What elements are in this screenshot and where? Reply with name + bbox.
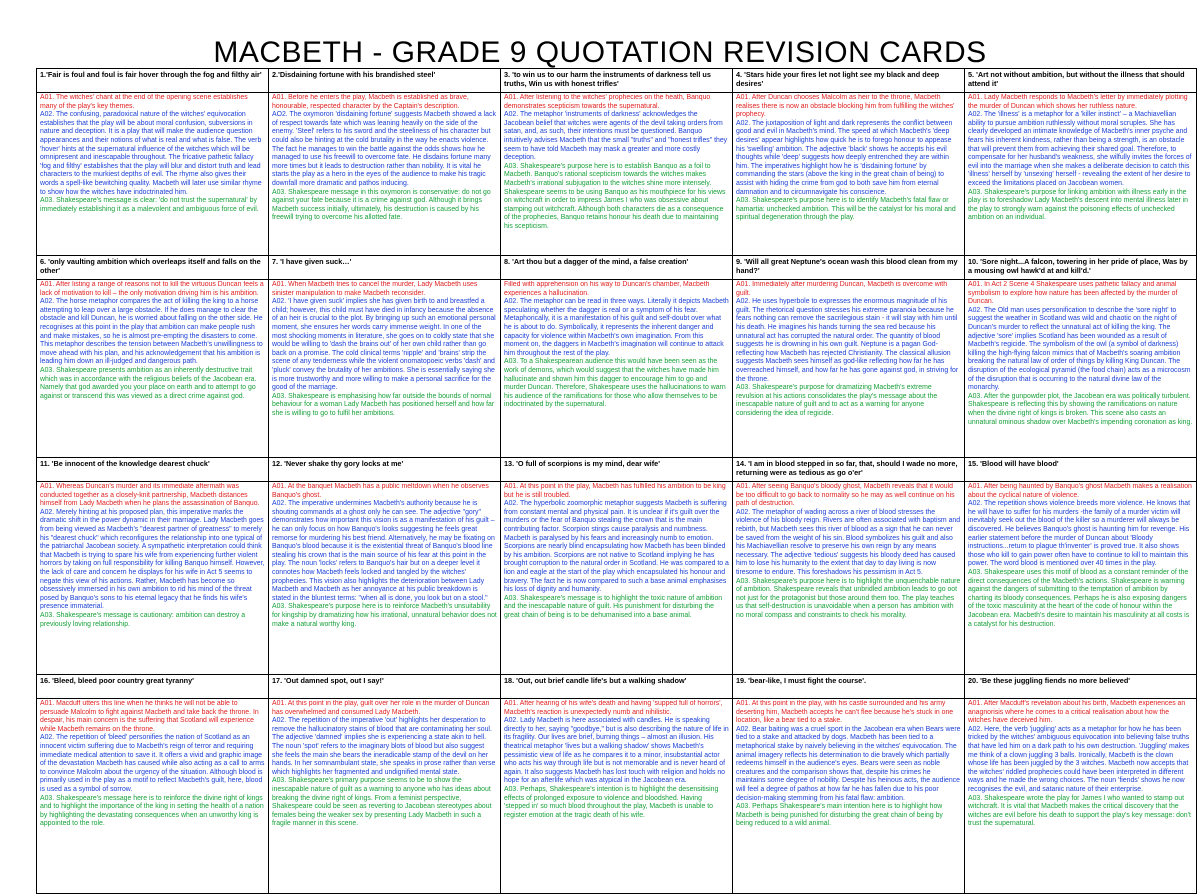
card-analysis-body xyxy=(968,94,1193,254)
card-quote: 4. 'Stars hide your fires let not light see my black and deep desires' xyxy=(733,69,965,93)
ao2-text: A02. The hyperbolic zoomorphic metaphor suggests Macbeth is suffering from constant mental and physical pain. It is unclear if it's guilt over the murders or the fear of Banquo stealing the crown that is the main contributing factor. Scorpion stings cause paralysis and numbness. Macbeth is paralysed by his fears and increasingly numb to emotion. Scorpions are nearly blind encapsulating how Macbeth has been blinded by his ambition. Scorpions are not native to Scotland implying he has brought corruption to the natural order in Scotland. He was compared to a lion and eagle at the start of the play which encapsulated his honour and bravery. The fact he is now compared to such a base animal emphasises his loss of dignity and humanity. xyxy=(504,500,729,594)
ao2-text: A02. The repetition of 'bleed' personifies the nation of Scotland as an innocent victim suffering due to Macbeth's reign of terror and requiring immediate medical attention to save it. It offers a vivid and graphic image of the devastation Macbeth has caused while also acting as a call to arms to convince Malcolm about the urgency of the situation. Although blood is primarily used in the play as a motif to reflect Macbeth's guilt, here, blood is used as a symbol of sorrow. xyxy=(40,734,265,793)
card-analysis xyxy=(965,93,1197,256)
card-quote: 13. 'O full of scorpions is my mind, dear wife' xyxy=(501,458,733,482)
card-analysis xyxy=(501,93,733,256)
ao3-text: A03. Perhaps Shakespeare's main intention here is to highlight how Macbeth is being punished for disturbing the great chain of being by being reduced to a wild animal. xyxy=(736,803,943,828)
ao2-text: A02. The metaphor can be read in three ways. Literally it depicts Macbeth speculating whether the dagger is real or a symptom of his fear. Metaphorically, it is a manifestation of his guilt and self-doubt over what he is about to do. Symbolically, it represents the inherent danger and capacity for violence within Macbeth's own imagination. From this moment on, the daggers in Macbeth's imagination will continue to attack him throughout the rest of the play. xyxy=(504,298,729,357)
ao3-text: A03. Shakespeare's purpose here is to establish Banquo as a foil to Macbeth. Banquo's rational scepticism towards the witches makes Macbeth's irrational subjugation to the witches shine more intensely. Shakespeare seems to be using Banquo as his mouthpiece for his views on witchcraft in order to impress James I who was obsessive about stamping out witchcraft. Although both characters die as a consequence of the prophecies, Banquo retains honour his death due to maintaining his scepticism. xyxy=(504,162,726,230)
ao1-text: A01. Lady Macbeth responds to Macbeth's letter by immediately plotting the murder of Duncan which shows her ruthless nature. xyxy=(968,94,1188,110)
quote-row xyxy=(37,458,1197,482)
ao3-text: A03. Shakespeare's message is clear: 'do not trust the supernatural' by immediately establishing it as a malevolent and ambiguous force of evil. xyxy=(40,197,259,213)
ao3-text: A03. Shakespeare's message is to highlight the toxic nature of ambition and the inescapable nature of guilt. His punishment for disturbing the great chain of being is to be dehumanised into a base animal. xyxy=(504,594,723,619)
ao3-text: A03. Shakespeare message in this oxymoron is conservative: do not go against your fate because it is a crime against god. Although it brings Macbeth success initially, ultimately, his destruction is caused by his freewill trying to overcome his allotted fate. xyxy=(272,188,491,222)
ao2-text: A02. The repetition shows violence breeds more violence. He knows that he will have to suffer for his murders -the family of a murder victim will inevitably seek out the blood of the killer so a murderer will always be discovered. He believes Banquo's ghost is haunting him for revenge. His earlier statement before the murder of Duncan about 'Bloody instructions...return to plague th'inventer' is proved true. It also shows those who kill to gain power often have to continue to kill to maintain this power. The word blood is mentioned over 40 times in the play. xyxy=(968,500,1191,568)
ao1-text: A01. The witches' chant at the end of the opening scene establishes many of the play's key themes. xyxy=(40,94,248,110)
card-analysis xyxy=(37,280,269,458)
card-analysis-body xyxy=(504,94,729,254)
card-analysis-body xyxy=(504,483,729,673)
ao2-text: AO2. The oxymoron 'disdaining fortune' suggests Macbeth showed a lack of respect towards fate which was leaning heavily on the side of the enemy. 'Steel' refers to his sword and the steeliness of his character but could also be hinting at the cold brutality in the way he enacts violence. The fact he manages to win the battle against the odds shows how he managed to use his freewill to overcome fate. He disdains fortune many more times but it leads to destruction rather than nobility. It is vital he starts the play as a hero in the eyes of the audience to make his tragic downfall more dramatic and pathos inducing. xyxy=(272,111,496,187)
ao1-text: A01. Before he enters the play, Macbeth is established as brave, honourable, respected character by the Captain's description. xyxy=(272,94,469,110)
quote-row xyxy=(37,69,1197,93)
card-analysis-body xyxy=(504,281,729,456)
ao1-text: A01. Whereas Duncan's murder and its immediate aftermath was conducted together as a closely-knit partnership, Macbeth distances himself from Lady Macbeth when he plans the assassination of Banquo. xyxy=(40,483,260,508)
card-analysis-body xyxy=(272,483,497,673)
card-analysis xyxy=(965,482,1197,675)
quote-row xyxy=(37,256,1197,280)
ao3-text: A03. Shakespeare uses this motif of blood as a constant reminder of the direct consequences of the Macbeth's actions. Shakespeare is warning against the dangers of submitting to the temptation of ambition by charting its bloody consequences. Perhaps he is also exposing dangers of the toxic masculinity at the heart of the code of honour within the Jacobean era. Macbeth's desire to maintain his masculinity at all costs is a catalyst for his destruction. xyxy=(968,568,1190,628)
card-analysis-body xyxy=(272,700,497,892)
ao1-text: A01. Macduff utters this line when he thinks he will not be able to persuade Malcolm to fight against Macbeth and take back the throne. In despair, his main concern is the suffering that Scotland will experience while Macbeth remains on the throne. xyxy=(40,700,259,733)
ao2-text: A02. The 'illness' is a metaphor for a 'killer instinct' – a Machiavellian ability to pursue ambition ruthlessly without moral scruples. She has clearly developed an intimate knowledge of Macbeth's inner psyche and fears his inherent kindness, rather than being a strength, is an obstacle that will prevent them from achieving their shared goal. Therefore, to compensate for her husband's weakness, she wilfully invites the forces of evil into the marriage when she makes a deliberate decision to catch this 'illness' herself by 'unsexing' herself - revealing the extent of her desire to exceed the limitations placed on Jacobean women. xyxy=(968,111,1192,187)
card-analysis-body xyxy=(504,700,729,892)
ao1-text: A01. At the banquet Macbeth has a public meltdown when he observes Banquo's ghost. xyxy=(272,483,489,499)
card-analysis-body xyxy=(272,281,497,456)
analysis-row xyxy=(37,482,1197,675)
ao2-text: A02. The imperative undermines Macbeth's authority because he is shouting commands at a ghost only he can see. The adjective "gory" demonstrates how important this vision is as a manifestation of his guilt – he can only focus on how Banquo's looks suggesting he feels great remorse for murdering his best friend. Alternatively, he may be fixating on Banquo's blood because it is the existential threat of Banquo's blood line stealing his crown that is the main source of his fear at this point in the play. The noun 'locks' refers to Banquo's hair but on a deeper level it connotes how Macbeth feels locked and tangled by the witches' prophecies. This vision also highlights the deterioration between Lady Macbeth and Macbeth as her annoyance at his public breakdown is stated in the bluntest terms: "when all is done, you look but on a stool." xyxy=(272,500,495,602)
analysis-row xyxy=(37,699,1197,894)
ao1-text: A01. After listing a range of reasons not to kill the virtuous Duncan feels a lack of motivation to kill – the only motivation driving him is his ambition. xyxy=(40,281,264,297)
card-analysis xyxy=(733,482,965,675)
ao1-text: A01. After being haunted by Banquo's ghost Macbeth makes a realisation about the cyclical nature of violence. xyxy=(968,483,1192,499)
ao2-text: A02. The juxtaposition of light and dark represents the conflict between good and evil in Macbeth's mind. The speed at which Macbeth's 'deep desires' appear highlights how quick he is to forego honour to appease his 'swelling' ambition. The adjective 'black' shows he accepts his evil thoughts while 'deep' suggests how deeply entrenched they are within him. The imperatives highlight how he is 'disdaining fortune' by commanding the stars (above the king in the great chain of being) to assist with hiding the crime from god to both save him from eternal damnation and to circumnavigate his conscience. xyxy=(736,119,953,196)
card-analysis-body xyxy=(736,281,961,456)
ao2-text: A02. Merely hinting at his proposed plan, this imperative marks the dramatic shift in the power dynamic in their marriage. Lady Macbeth goes from being viewed as Macbeth's "dearest partner of greatness" to merely his "dearest chuck" which reconfigures the relationship into one typical of the patriarchal Jacobean society. A sympathetic interpretation could think that Macbeth is trying to spare his wife from experiencing further violent horrors by taking on full responsibility for killing Banquo himself. However, the lack of care and concern he displays for his wife in Act 5 seems to negate this view of his actions. Rather, Macbeth has become so obsessively immersed in his own ambition to rid his mind of the threat posed by Banquo's sons to his eternal legacy that he finds his wife's presence immaterial. xyxy=(40,508,265,611)
card-analysis-body xyxy=(968,281,1193,456)
card-quote: 7. 'I have given suck…' xyxy=(269,256,501,280)
card-quote: 14. 'I am in blood stepped in so far, that, should I wade no more, returning were as tedious as go o'er' xyxy=(733,458,965,482)
ao3-text: A03. Shakespeare presents ambition as an inherently destructive trait which was in accordance with the religious beliefs of the Jacobean era. Namely that god awarded you your place on earth and to attempt to go against or transcend this was viewed as a direct crime against god. xyxy=(40,366,257,400)
analysis-row xyxy=(37,280,1197,458)
ao3-text: A03. After the gunpowder plot, the Jacobean era was politically turbulent. Shakespeare is reflecting this by showing the ramifications on nature when the divine right of kings is broken. This scene also casts an unnatural ominous shadow over Macbeth's impending coronation as king. xyxy=(968,392,1193,426)
ao1-text: A01. Immediately after murdering Duncan, Macbeth is overcome with guilt. xyxy=(736,281,948,297)
ao2-text: A02. Lady Macbeth is here associated with candles. He is speaking directly to her, saying "goodbye," but is also describing the nature of life in its fragility. Our lives are brief, burning things – almost an illusion. His theatrical metaphor 'lives but a walking shadow' shows Macbeth's pessimistic view of life as he compares it to a minor, insubstantial actor who acts his way through life but is not memorable and is never heard of again. It also suggests Macbeth has lost touch with religion and holds no hope for an afterlife which was atypical in the Jacobean era. xyxy=(504,717,729,785)
card-analysis-body xyxy=(968,700,1193,892)
ao3-text: A03. Shakespeare's purpose for dramatizing Macbeth's extreme revulsion at his actions consolidates the play's message about the inescapable nature of guilt and to act as a warning for anyone considering the idea of regicide. xyxy=(736,384,938,417)
ao2-text: A02. The horse metaphor compares the act of killing the king to a horse attempting to leap over a large obstacle. If he does manage to clear the obstacle and kill Duncan, he is worried about falling on the other side. He recognises at this point in the play that ambition can make people rush and make mistakes, so he is almost pre-empting the disasters to come. This metaphor describes the tension between Macbeth's unwillingness to move ahead with his plan, and his acknowledgement that his ambition is leading him down an ill-judged and dangerous path. xyxy=(40,298,263,366)
ao2-text: A02. Bear baiting was a cruel sport in the Jacobean era when Bears were tied to a stake and attacked by dogs. Macbeth has been tied to a metaphorical stake by naively believing in the witches' equivocation. The animal imagery reflects his determination to die bravely which partially redeems himself in the audience's eyes. Bears were seen as noble creatures and the comparison shows that, despite his crimes he maintains some degree of nobility. Despite his heinous acts, the audience will feel a degree of pathos at how far he has fallen due to his poor decision-making stemming from his fatal flaw: ambition. xyxy=(736,725,961,802)
ao3-text: A03. Shakespeare's message here is to reinforce the divine right of kings and to highlight the importance of the king in setting the health of a nation by highlighting the devastating consequences when an unworthy king is appointed to the role. xyxy=(40,794,264,828)
card-quote: 19. 'bear-like, I must fight the course'. xyxy=(733,675,965,699)
card-quote: 8. 'Art thou but a dagger of the mind, a false creation' xyxy=(501,256,733,280)
card-analysis xyxy=(501,482,733,675)
card-quote: 11. 'Be innocent of the knowledge dearest chuck' xyxy=(37,458,269,482)
ao3-text: A03. Shakespeare wrote the play for James I who wanted to stamp out witchcraft. It is vital that Macbeth makes the critical discovery that the witches are evil before his death to support the play's key message: don't trust the supernatural. xyxy=(968,794,1191,828)
ao2-text: A02. The metaphor of wading across a river of blood stresses the violence of his bloody reign. Rivers are often associated with baptism and rebirth, but Macbeth sees this river of blood as a sign that he can never be saved from the weight of his sin. Blood symbolizes his guilt and also his Machiavellian resolve to preserve his own reign by any means necessary. The adjective 'tedious' suggests his bloody deed has caused him to lose his humanity to the extent that day to day living is now tiresome to endure. This foreshadows his pessimism in Act 5. xyxy=(736,508,961,576)
card-analysis-body xyxy=(40,483,265,673)
ao1-text: A01. After Macduff's revelation about his birth, Macbeth experiences an anagnorisis where he comes to a critical realisation about how the witches have deceived him. xyxy=(968,700,1186,725)
card-quote: 2.'Disdaining fortune with his brandished steel' xyxy=(269,69,501,93)
card-quote: 9. 'Will all great Neptune's ocean wash this blood clean from my hand?' xyxy=(733,256,965,280)
card-quote: 20. 'Be these juggling fiends no more believed' xyxy=(965,675,1197,699)
card-quote: 1.'Fair is foul and foul is fair hover through the fog and filthy air' xyxy=(37,69,269,93)
card-analysis xyxy=(37,93,269,256)
ao2-text: A02. The confusing, paradoxical nature of the witches' equivocation establishes that the play will be about moral confusion, subversions in nature and deception. It is a play that will make the audience question appearances and their notions of what is real and what is false. The verb 'hover' hints at the supernatural influence of the witches which will be omnipresent and inescapable throughout. The fricative pathetic fallacy 'fog and filthy' establishes that the play will blur and distort truth and lead characters to the murkiest depths of evil. The rhyme also gives their words a spell-like bewitching quality. Macbeth will later use similar rhyme to show how the witches have indoctrinated him. xyxy=(40,111,262,196)
card-analysis-body xyxy=(40,281,265,456)
ao2-text: A02. Here, the verb 'juggling' acts as a metaphor for how he has been tricked by the witches' ambiguous equivocation into believing false truths that have led him on a dark path to his own destruction. 'Juggling' makes me think of a clown juggling 3 balls. Ironically, Macbeth is the clown whose life has been juggled by the 3 witches. Macbeth now accepts that the witches' riddled prophecies could have been interpreted in different ways and he made the wrong choices. The noun 'fiends' shows he now recognises the evil, and satanic nature of their enterprise. xyxy=(968,725,1190,793)
ao3-text: A03. Shakespeare's purpose here is to identify Macbeth's fatal flaw or hamartia: unchecked ambition. This will be the catalyst for his moral and spiritual degeneration through the play. xyxy=(736,197,956,222)
card-analysis-body xyxy=(736,94,961,254)
ao2-text: A02. The Old man uses personification to describe the 'sore night' to suggest the weather in Scotland was wild and chaotic on the night of Duncan's murder to reflect the unnatural act of killing the king. The adjective 'sore' implies Scotland has been wounded as a result of Macbeth's regicide. The symbolism of the owl (a symbol of darkness) killing the high-flying falcon mimics that of Macbeth's soaring ambition breaking the natural law of order of things by killing King Duncan. The disruption of the ecological pyramid (the food chain) acts as a microcosm of the disruption that is occurring to the natural divine law of the monarchy. xyxy=(968,306,1191,392)
ao1-text: A01. In Act 2 Scene 4 Shakespeare uses pathetic fallacy and animal symbolism to explore how nature has been affected by the murder of Duncan. xyxy=(968,281,1178,306)
card-quote: 15. 'Blood will have blood' xyxy=(965,458,1197,482)
ao1-text: Filled with apprehension on his way to Duncan's chamber, Macbeth experiences a hallucination. xyxy=(504,281,710,297)
ao3-text: A03. To a Shakespearean audience this would have been seen as the work of demons, which would suggest that the witches have made him hallucinate and shown him this dagger to encourage him to go and murder Duncan. Therefore, Shakespeare uses the hallucinations to warn his audience of the ramifications for those who allow themselves to be indoctrinated by the supernatural. xyxy=(504,358,726,409)
ao1-text: A01. After seeing Banquo's bloody ghost, Macbeth reveals that it would be too difficult to go back to normality so he may as well continue on his path of destruction. xyxy=(736,483,955,508)
card-analysis xyxy=(733,699,965,894)
card-analysis xyxy=(501,280,733,458)
ao1-text: A01. After Duncan chooses Malcolm as heir to the throne, Macbeth realises there is now an obstacle blocking him from fulfilling the witches' prophecy. xyxy=(736,94,955,119)
ao1-text: A01. At this point in the play, Macbeth has fulfilled his ambition to be king but he is still troubled. xyxy=(504,483,726,499)
card-analysis-body xyxy=(272,94,497,254)
analysis-row xyxy=(37,93,1197,256)
ao2-text: A02. 'I have given suck' implies she has given birth to and breastfed a child; however, this child must have died in infancy because the absence of an heir is crucial to the plot. By bringing up such an emotional personal moment, she ensures her words carry immense weight. In one of the most shocking moments in literature, she goes on to coldly state that she would be willing to 'dash the brains out' of her own child rather than go back on a promise. The cold clinical terms 'nipple' and 'brains' strip the scene of any tenderness while the violent onomatopoeic verbs 'dash' and 'pluck' convey the brutality of her ambitions. She is essentially saying she is more trustworthy and more willing to make a personal sacrifice for the good of the marriage. xyxy=(272,298,496,392)
ao1-text: A01. When Macbeth tries to cancel the murder, Lady Macbeth uses sinister manipulation to make Macbeth reconsider. xyxy=(272,281,478,297)
card-quote: 6. 'only vaulting ambition which overleaps itself and falls on the other' xyxy=(37,256,269,280)
card-analysis xyxy=(965,280,1197,458)
card-analysis xyxy=(733,93,965,256)
ao3-text: A03. Shakespeare's purpose here is to highlight the unquenchable nature of ambition. Shakespeare reveals that unbridled ambition leads to go oot not just for the protagonist but those around them too. The play teaches us that self-destruction is unavoidable when a person has ambition with no moral compass and constraints to check his morality. xyxy=(736,577,961,619)
ao1-text: A01. At this point in the play, guilt over her role in the murder of Duncan has overwhelmed and consumed Lady Macbeth. xyxy=(272,700,490,716)
card-analysis-body xyxy=(40,94,265,254)
card-analysis xyxy=(269,699,501,894)
card-analysis xyxy=(733,280,965,458)
card-analysis xyxy=(501,699,733,894)
ao2-text: A02. The repetition of the imperative 'out' highlights her desperation to remove the hallucinatory stains of blood that are contaminating her soul. The adjective 'damned' implies she is experiencing a state akin to hell. The noun 'spot' refers to the imaginary blots of blood but also suggest she feels the main she bears the ineradicable stamp of the devil on her hands. In her somnambulant state, she speaks in prose rather than verse which highlights her fragmented and undignified mental state. xyxy=(272,717,496,776)
ao3-text: A03. Shakespeare's purpose here is to reinforce Macbeth's unsuitability for kingship by dramatizing how his irrational, unnatural behavior does not make a natural worthy king. xyxy=(272,603,497,628)
quote-row xyxy=(37,675,1197,699)
card-analysis-body xyxy=(968,483,1193,673)
card-quote: 5. 'Art not without ambition, but without the illness that should attend it' xyxy=(965,69,1197,93)
card-quote: 18. 'Out, out brief candle life's but a walking shadow' xyxy=(501,675,733,699)
ao3-text: A03. Shakespeare's primary purpose seems to be to show the inescapable nature of guilt as a warning to anyone who has ideas about breaking the divine right of kings. From a feminist perspective, Shakespeare could be seen as reverting to Jacobean stereotypes about females being the weaker sex by presenting Lady Macbeth in such a fragile manner in this scene. xyxy=(272,777,492,828)
ao2-text: A02. He uses hyperbole to expresses the enormous magnitude of his guilt. The rhetorical question stresses his extreme paranoia because he fears nothing can remove the sacrilegious stain - it will stay with him until his death. He imagines his hands turning the sea red because his unnatural act has corrupted the natural order. The quantity of blood suggests he is drowning in his own guilt. Neptune is a pagan God- reflecting how Macbeth has rejected Christianity. The classical allusion suggests Macbeth sees himself as god-like reflecting how far he has overreached himself, and how far he has gone against god, in striving for the throne. xyxy=(736,298,959,383)
card-analysis xyxy=(37,699,269,894)
card-quote: 3. 'to win us to our harm the instruments of darkness tell us truths, Win us with honest trifles' xyxy=(501,69,733,93)
card-analysis xyxy=(37,482,269,675)
ao1-text: A01. After hearing of his wife's death and having 'supped full of horrors', Macbeth's reaction is unexpectedly numb and nihilistic. xyxy=(504,700,723,716)
ao1-text: A01. At this point in the play, with his castle surrounded and his army deserting him, Macbeth accepts he can't flee because he's stuck in one location, like a bear tied to a stake. xyxy=(736,700,954,725)
card-analysis xyxy=(269,280,501,458)
ao3-text: A03. Shakespeare's message is cautionary: ambition can destroy a previously loving relationship. xyxy=(40,611,246,628)
card-quote: 16. 'Bleed, bleed poor country great tyranny' xyxy=(37,675,269,699)
card-analysis-body xyxy=(736,700,961,892)
ao3-text: A03. Perhaps, Shakespeare's intention is to highlight the desensitising effects of prolonged exposure to violence and bloodshed. Having 'stepped in' so much blood throughout the play, Macbeth is unable to register emotion at the tragic death of his wife. xyxy=(504,785,719,819)
card-analysis xyxy=(269,93,501,256)
card-analysis xyxy=(269,482,501,675)
ao3-text: A03. Shakespeare is emphasising how far outside the bounds of normal behaviour for a woman Lady Macbeth has positioned herself and how far she is willing to go to fulfil her ambitions. xyxy=(272,392,495,417)
ao2-text: A02. The metaphor 'instruments of darkness' acknowledges the Jacobean belief that witches were agents of the devil taking orders from satan, and, as such, their intentions must be questioned. Banquo intuitively advises Macbeth that the small "truths" and "honest trifles" they seem to have told Macbeth may mask a greater and more costly deception. xyxy=(504,111,728,162)
card-quote: 17. 'Out damned spot, out I say!' xyxy=(269,675,501,699)
card-quote: 12. 'Never shake thy gory locks at me' xyxy=(269,458,501,482)
card-analysis xyxy=(965,699,1197,894)
ao3-text: A03. Shakespeare's purpose for linking ambition with illness early in the play is to foreshadow Lady Macbeth's descent into mental illness later in the play to strongly warn against the poisoning effects of unchecked ambition on an individual. xyxy=(968,188,1189,222)
revision-cards-grid xyxy=(36,68,1197,894)
card-quote: 10. 'Sore night...A falcon, towering in her pride of place, Was by a mousing owl hawk'd at and kill'd.' xyxy=(965,256,1197,280)
ao1-text: A01. After listening to the witches' prophecies on the heath, Banquo demonstrates scepticism towards the supernatural. xyxy=(504,94,711,110)
page-title: MACBETH - GRADE 9 QUOTATION REVISION CARDS xyxy=(213,36,987,69)
card-analysis-body xyxy=(736,483,961,673)
card-analysis-body xyxy=(40,700,265,892)
